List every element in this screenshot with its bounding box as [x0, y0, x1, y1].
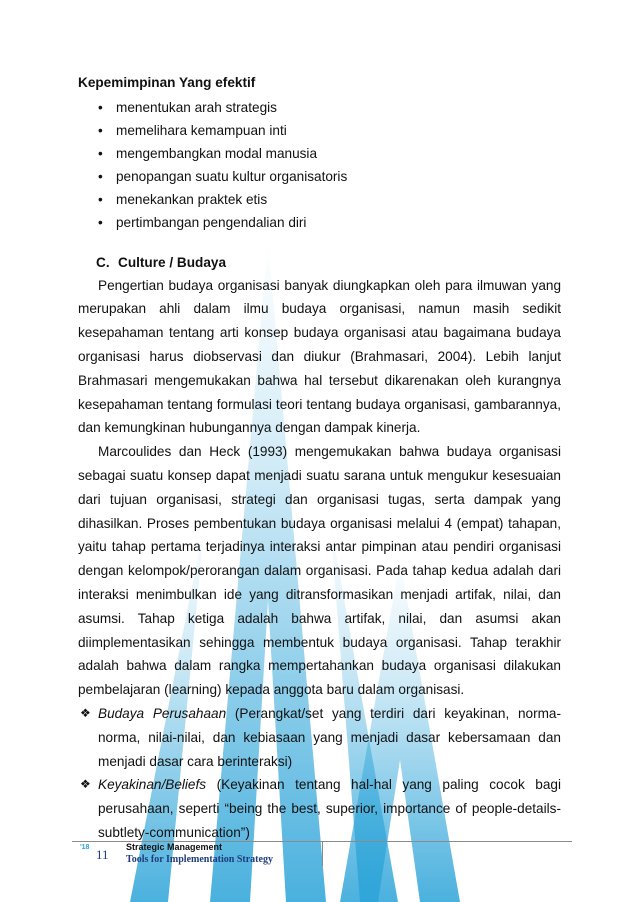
paragraph: Marcoulides dan Heck (1993) mengemukakan bahwa budaya organisasi sebagai suatu konsep dapat menjadi suatu sarana untuk mengukur kesesuaian dari tujuan organisasi, strategi dan organisasi tugas, serta dampak yang dihasilkan. Proses pembentukan budaya organisasi melalui 4 (empat) tahapan, yaitu tahap pertama terjadinya interaksi antar pimpinan atau pendiri organisasi dengan kelompok/perorangan dalam organisasi. Pada tahap kedua adalah dari interaksi menimbulkan ide yang ditransformasikan menjadi artifak, nilai, dan asumsi. Tahap ketiga adalah bahwa artifak, nilai, dan asumsi akan diimplementasikan sehingga membentuk budaya organisasi. Tahap terakhir adalah bahwa dalam rangka mempertahankan budaya organisasi dilakukan pembelajaran (learning) kepada anggota baru dalam organisasi. — [78, 444, 561, 698]
list-item: • memelihara kemampuan inti — [78, 119, 561, 142]
bullet-dot-icon: • — [98, 100, 103, 115]
bullet-dot-icon: • — [98, 215, 103, 231]
paragraph: Pengertian budaya organisasi banyak diungkapkan oleh para ilmuwan yang merupakan ahli dalam ilmu budaya organisasi, namun masih sedikit kesepahaman tentang arti konsep budaya organisasi atau bagaimana budaya organisasi harus diobservasi dan diukur (Brahmasari, 2004). Lebih lanjut Brahmasari mengemukakan bahwa hal tersebut dikarenakan oleh kurangnya kesepahaman tentang formulasi teori tentang budaya organisasi, gambarannya, dan kemungkinan hubungannya dengan dampak kinerja. — [78, 277, 561, 436]
diamond-bullet-icon: ❖ — [80, 705, 91, 720]
page-content — [78, 72, 561, 845]
list-item: • penopangan suatu kultur organisatoris — [78, 165, 561, 188]
list-item: • menentukan arah strategis — [78, 96, 561, 119]
bullet-list — [78, 96, 561, 235]
list-item: • pertimbangan pengendalian diri — [78, 211, 561, 234]
list-item: • mengembangkan modal manusia — [78, 142, 561, 165]
footer-year: '18 — [80, 844, 90, 851]
bullet-dot-icon: • — [98, 169, 103, 185]
term-budaya-perusahaan: Budaya Perusahaan — [98, 705, 227, 721]
section-title-culture: C. Culture / Budaya — [96, 254, 227, 270]
diamond-bullet-icon: ❖ — [80, 777, 91, 792]
heading-kepemimpinan: Kepemimpinan Yang efektif — [78, 75, 256, 90]
footer-divider — [322, 842, 323, 866]
page-number: 11 — [96, 847, 109, 862]
diamond-list-item: ❖ Keyakinan/Beliefs (Keyakinan tentang hal-hal yang paling cocok bagi perusahaan, seperti “being the best, superior, importance of people-details-subtlety-communication”) — [78, 773, 561, 844]
bullet-dot-icon: • — [98, 192, 103, 208]
bullet-dot-icon: • — [98, 146, 103, 162]
term-keyakinan-beliefs: Keyakinan/Beliefs — [98, 777, 207, 793]
diamond-list-item: ❖ Budaya Perusahaan (Perangkat/set yang terdiri dari keyakinan, norma-norma, nilai-nilai, dan kebiasaan yang menjadi dasar kebersamaan dan menjadi dasar cara berinteraksi) — [78, 702, 561, 773]
list-item: • menekankan praktek etis — [78, 188, 561, 211]
footer-title: Strategic Management — [126, 842, 223, 852]
footer-subtitle: Tools for Implementation Strategy — [126, 854, 273, 865]
bullet-dot-icon: • — [98, 123, 103, 139]
page-footer — [72, 838, 572, 872]
